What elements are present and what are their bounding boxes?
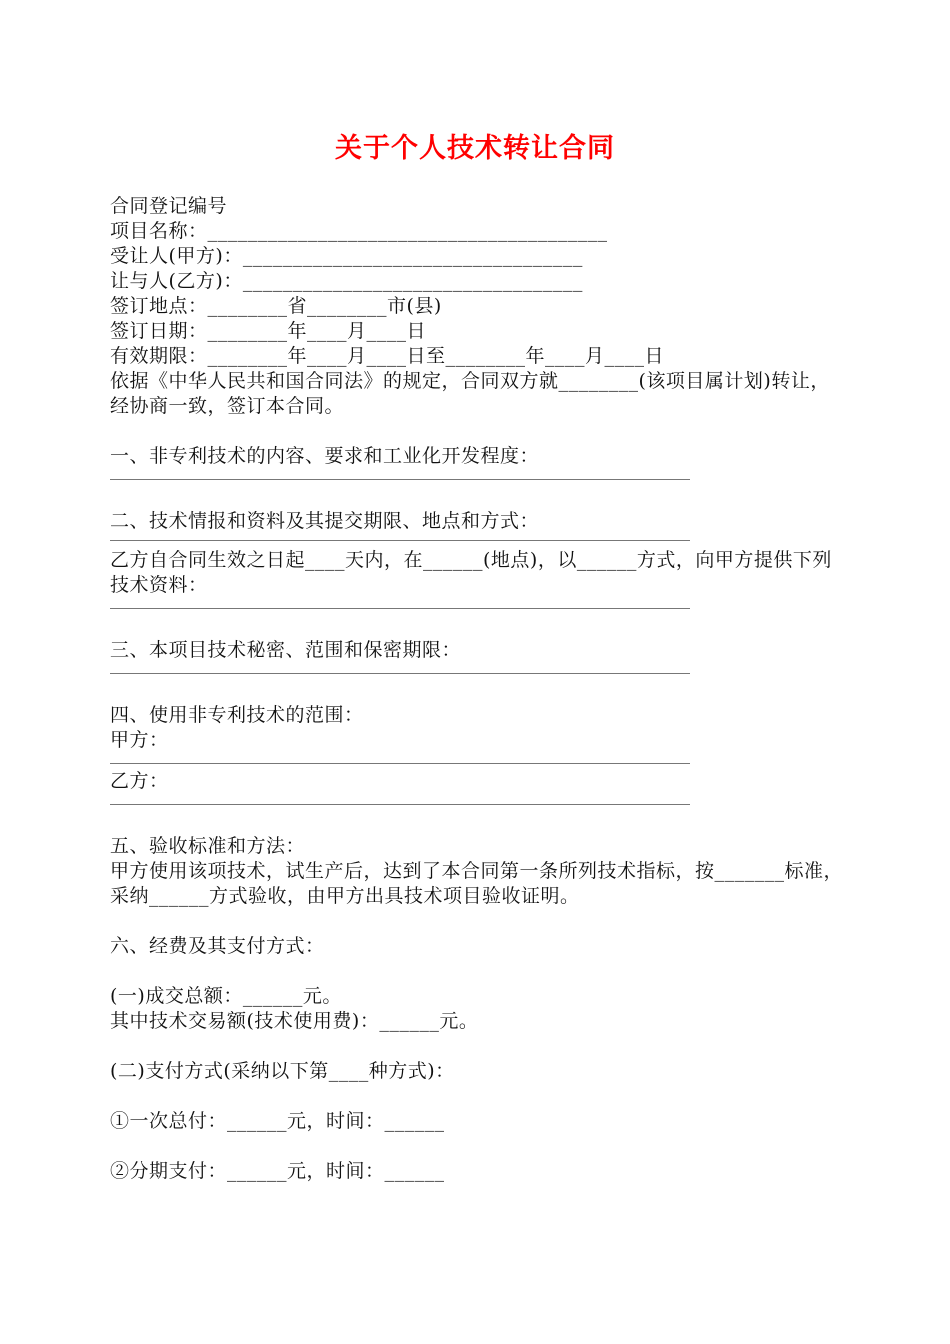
signing-date-field: 签订日期：________年____月____日 (110, 320, 427, 342)
preamble-paragraph: 依据《中华人民共和国合同法》的规定，合同双方就________(该项目属计划)转让，经协商一致，签订本合同。 (110, 370, 830, 417)
document-body (110, 194, 845, 1184)
assignee-field: 受让人(甲方)：__________________________________ (110, 245, 583, 267)
section-1-heading: 一、非专利技术的内容、要求和工业化开发程度： (110, 445, 540, 467)
fill-in-line (110, 794, 845, 810)
signing-place-field: 签订地点：________省________市(县) (110, 295, 442, 317)
validity-period-field: 有效期限：________年____月____日至________年____月____日 (110, 345, 665, 367)
fill-in-line (110, 598, 845, 614)
payment-option-2: ②分期支付：______元，时间：______ (110, 1160, 445, 1182)
section-3-heading: 三、本项目技术秘密、范围和保密期限： (110, 639, 462, 661)
fill-in-line (110, 663, 845, 679)
section-2-heading: 二、技术情报和资料及其提交期限、地点和方式： (110, 510, 540, 532)
section-5-heading: 五、验收标准和方法： (110, 835, 306, 857)
party-a-label: 甲方： (110, 729, 169, 751)
section-2-paragraph: 乙方自合同生效之日起____天内，在______(地点)，以______方式，向甲方提供下列技术资料： (110, 549, 832, 596)
total-amount-line: (一)成交总额：______元。 (110, 985, 342, 1007)
section-6-heading: 六、经费及其支付方式： (110, 935, 325, 957)
fill-in-line (110, 469, 845, 485)
fill-in-line (110, 534, 845, 548)
section-4-heading: 四、使用非专利技术的范围： (110, 704, 364, 726)
party-b-label: 乙方： (110, 770, 169, 792)
section-5-paragraph: 甲方使用该项技术，试生产后，达到了本合同第一条所列技术指标，按_______标准，采纳______方式验收，由甲方出具技术项目验收证明。 (110, 860, 844, 907)
assignor-field: 让与人(乙方)：__________________________________ (110, 270, 583, 292)
fill-in-line (110, 753, 845, 769)
payment-method-line: (二)支付方式(采纳以下第____种方式)： (110, 1060, 455, 1082)
registration-number-label: 合同登记编号 (110, 195, 228, 217)
document-title: 关于个人技术转让合同 (335, 133, 615, 164)
project-name-field: 项目名称：________________________________________ (110, 220, 608, 242)
payment-option-1: ①一次总付：______元，时间：______ (110, 1110, 445, 1132)
tech-fee-line: 其中技术交易额(技术使用费)：______元。 (110, 1010, 479, 1032)
